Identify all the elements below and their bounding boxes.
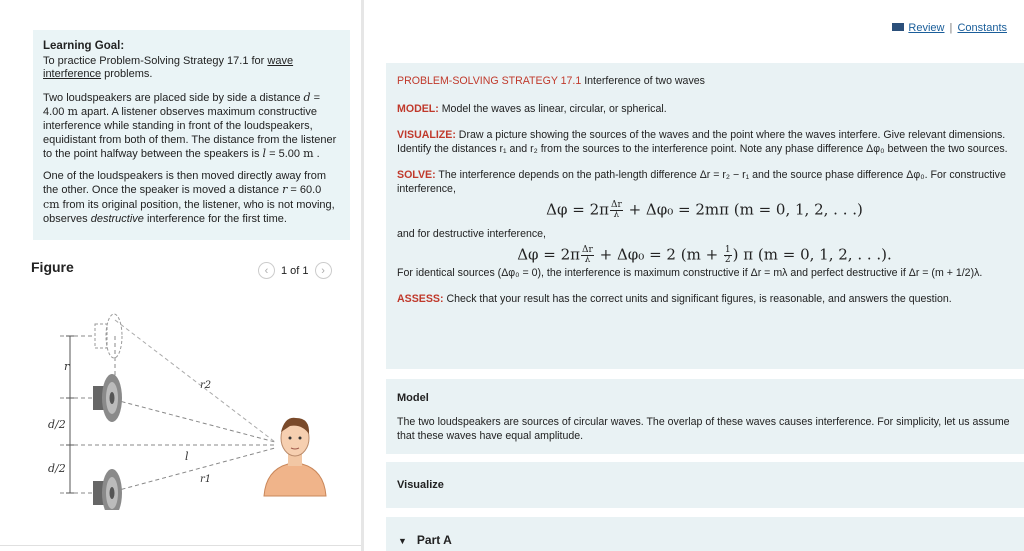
speaker-top-icon (93, 374, 122, 422)
next-figure-button[interactable]: › (315, 262, 332, 279)
figure-page-count: 1 of 1 (281, 264, 309, 277)
figure-title: Figure (31, 259, 74, 275)
model-section (386, 379, 1024, 454)
figure-pager (258, 262, 332, 279)
problem-paragraph-1: Two loudspeakers are placed side by side a distance d = 4.00 m apart. A listener observes maximum constructive interference while standing in front of the loudspeakers, equidistant from both of them. The distance from the listener to the point halfway between the speakers is l = 5.00 m . (43, 90, 337, 161)
part-a-label: Part A (416, 533, 452, 547)
visualize-heading: Visualize (397, 479, 444, 491)
fig-label-d2-bottom: d/2 (48, 462, 66, 475)
destructive-equation: Δφ = 2π $\frac{\Delta r}{\lambda}$ + Δφ₀ = 2 (m + $\frac{1}{2}$ ) π (m = 0, 1, 2, . . .). (517, 244, 892, 265)
destructive-intro: and for destructive interference, (397, 228, 546, 240)
speaker-original-outline (95, 314, 122, 358)
fig-label-l: l (185, 450, 189, 463)
fig-label-r2: r2 (200, 380, 212, 391)
top-links: Review | Constants (892, 22, 1007, 34)
visualize-section[interactable] (386, 462, 1024, 508)
fig-label-r1: r1 (200, 474, 212, 485)
book-icon (892, 23, 904, 31)
constants-link[interactable]: Constants (957, 22, 1007, 34)
wave-interference-link[interactable]: wave interference (43, 54, 294, 81)
caret-down-icon: ▼ (398, 536, 407, 546)
strategy-model: MODEL: Model the waves as linear, circular, or spherical. (397, 102, 667, 115)
listener-icon (264, 418, 326, 496)
fig-label-d2-top: d/2 (48, 418, 66, 431)
strategy-visualize: VISUALIZE: Draw a picture showing the sources of the waves and the point where the waves interfere. Give relevant dimensions. Identify the distances r₁ and r₂ from the sources to the interference point. Note any phase difference Δφ₀ between the two sources. (397, 129, 1008, 155)
part-a-header[interactable] (386, 517, 1024, 551)
fig-label-r: r (64, 360, 70, 373)
model-heading: Model (397, 392, 429, 404)
strategy-box (386, 63, 1024, 369)
learning-goal-box (33, 30, 350, 240)
strategy-solve: SOLVE: The interference depends on the path-length difference Δr = r₂ − r₁ and the source phase difference Δφ₀. For constructive interference, (397, 169, 1006, 195)
identical-sources-text: For identical sources (Δφ₀ = 0), the interference is maximum constructive if Δr = mλ and perfect destructive if Δr = (m + 1/2)λ. (397, 266, 983, 279)
learning-goal-title: Learning Goal: (43, 40, 125, 52)
loudspeaker-figure (40, 300, 340, 510)
left-bottom-border (0, 545, 361, 546)
model-body: The two loudspeakers are sources of circular waves. The overlap of these waves causes interference. For simplicity, let us assume that these waves have equal amplitude. (397, 416, 1010, 442)
strategy-assess: ASSESS: Check that your result has the correct units and significant figures, is reasonable, and answers the question. (397, 293, 952, 305)
solution-panel (364, 0, 1024, 551)
speaker-bottom-icon (93, 469, 122, 510)
problem-panel (0, 0, 361, 551)
constructive-equation: Δφ = 2π $\frac{\Delta r}{\lambda}$ + Δφ₀ = 2mπ (m = 0, 1, 2, . . .) (546, 200, 863, 220)
problem-paragraph-2: One of the loudspeakers is then moved directly away from the other. Once the speaker is moved a distance r = 60.0 cm from its original position, the listener, who is not moving, observes destructive interference for the first time. (43, 169, 335, 225)
goal-text: To practice Problem-Solving Strategy 17.1 for wave interference problems. (43, 54, 294, 81)
prev-figure-button[interactable]: ‹ (258, 262, 275, 279)
strategy-header: PROBLEM-SOLVING STRATEGY 17.1 Interference of two waves (397, 75, 705, 87)
review-link[interactable]: Review (908, 22, 945, 34)
